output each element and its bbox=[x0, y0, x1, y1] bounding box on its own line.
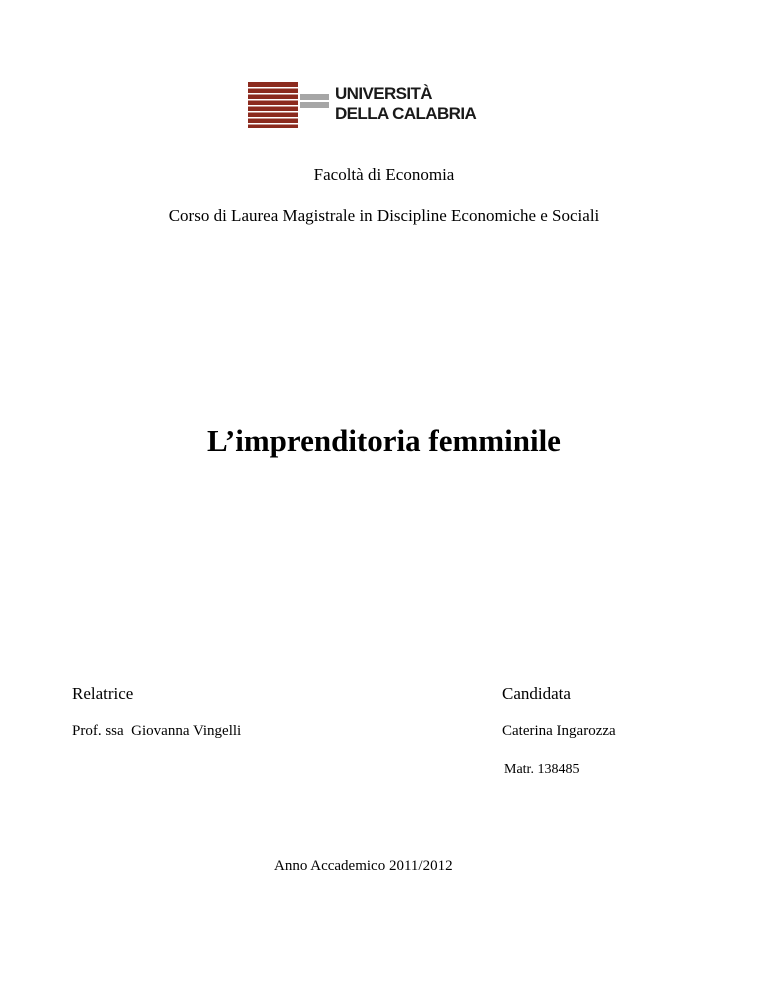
university-logo bbox=[248, 82, 523, 128]
academic-year: Anno Accademico 2011/2012 bbox=[274, 858, 453, 874]
logo-emblem-icon bbox=[248, 82, 332, 128]
course-name: Corso di Laurea Magistrale in Discipline Economiche e Sociali bbox=[168, 206, 600, 225]
logo-text-line2: DELLA CALABRIA bbox=[335, 104, 477, 123]
candidate-role: Candidata bbox=[502, 684, 571, 703]
candidate-name: Caterina Ingarozza bbox=[502, 723, 616, 739]
candidate-matriculation: Matr. 138485 bbox=[504, 762, 580, 777]
supervisor-name: Prof. ssa Giovanna Vingelli bbox=[72, 723, 242, 739]
thesis-title: L’imprenditoria femminile bbox=[207, 423, 561, 458]
logo-text-line1: UNIVERSITÀ bbox=[335, 84, 432, 103]
faculty-name: Facoltà di Economia bbox=[313, 165, 455, 184]
supervisor-role: Relatrice bbox=[72, 684, 134, 703]
